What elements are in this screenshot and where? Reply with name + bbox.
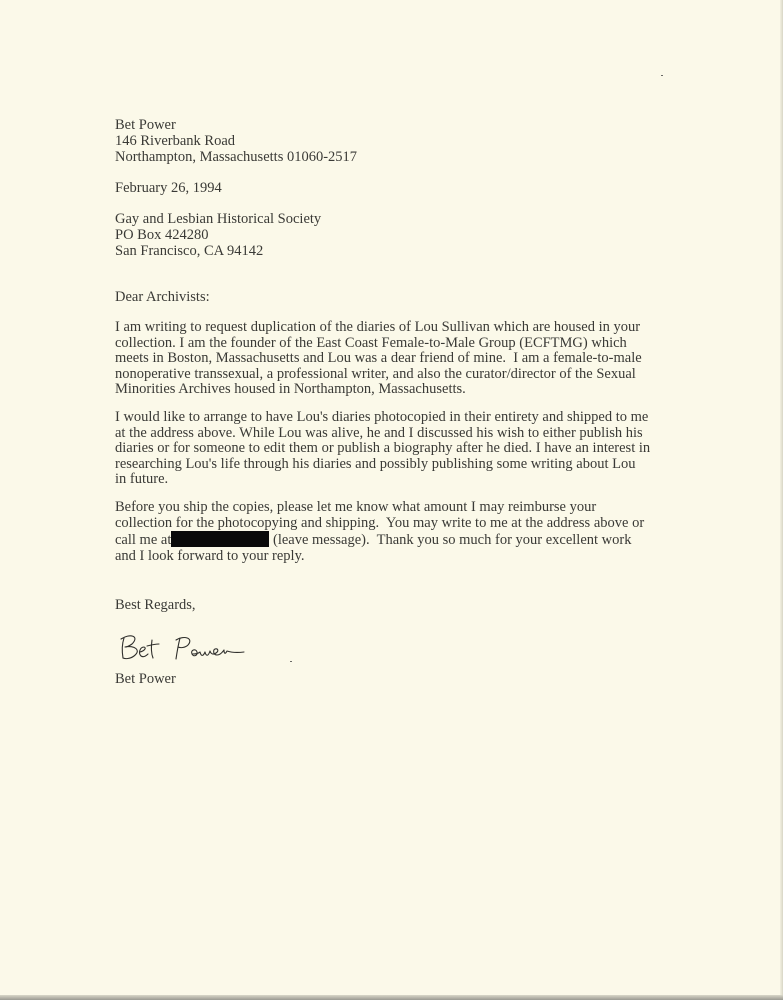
sender-name: Bet Power — [115, 117, 176, 133]
paragraph-2: I would like to arrange to have Lou's diaries photocopied in their entirety and shipped to me at the address above. While Lou was alive, he and I discussed his wish to either publish his diaries or for someone to edit them or publish a biography after he died. I have an interest in researching Lou's life through his diaries and possibly publishing some writing about Lou in future. — [115, 409, 651, 487]
paper-speck — [290, 661, 292, 662]
salutation: Dear Archivists: — [115, 289, 210, 305]
closing: Best Regards, — [115, 597, 196, 613]
recipient-city: San Francisco, CA 94142 — [115, 243, 264, 259]
redacted-phone-number — [171, 531, 269, 547]
paragraph-3: Before you ship the copies, please let me know what amount I may reimburse your collection for the photocopying and shipping. You may write to me at the address above or call me at (leave message). Thank you so much for your excellent work and I look forward to your reply. — [115, 500, 675, 564]
paper-speck — [661, 75, 663, 76]
scan-bottom-edge — [0, 995, 783, 1000]
letter-date: February 26, 1994 — [115, 180, 222, 196]
sender-street: 146 Riverbank Road — [115, 133, 236, 149]
phone-line: call me at (leave message). Thank you so much for your excellent work — [115, 532, 632, 548]
sender-address — [115, 117, 357, 165]
sender-city: Northampton, Massachusetts 01060-2517 — [115, 149, 358, 165]
recipient-po-box: PO Box 424280 — [115, 227, 209, 243]
typed-name: Bet Power — [115, 671, 176, 687]
paragraph-1: I am writing to request duplication of the diaries of Lou Sullivan which are housed in your collection. I am the founder of the East Coast Female-to-Male Group (ECFTMG) which meets in Boston, Massachusetts and Lou was a dear friend of mine. I am a female-to-male nonoperative transsexual, a professional writer, and also the curator/director of the Sexual Minorities Archives housed in Northampton, Massachusetts. — [115, 319, 642, 397]
handwritten-signature — [118, 630, 258, 664]
recipient-address — [115, 211, 321, 259]
recipient-name: Gay and Lesbian Historical Society — [115, 211, 322, 227]
